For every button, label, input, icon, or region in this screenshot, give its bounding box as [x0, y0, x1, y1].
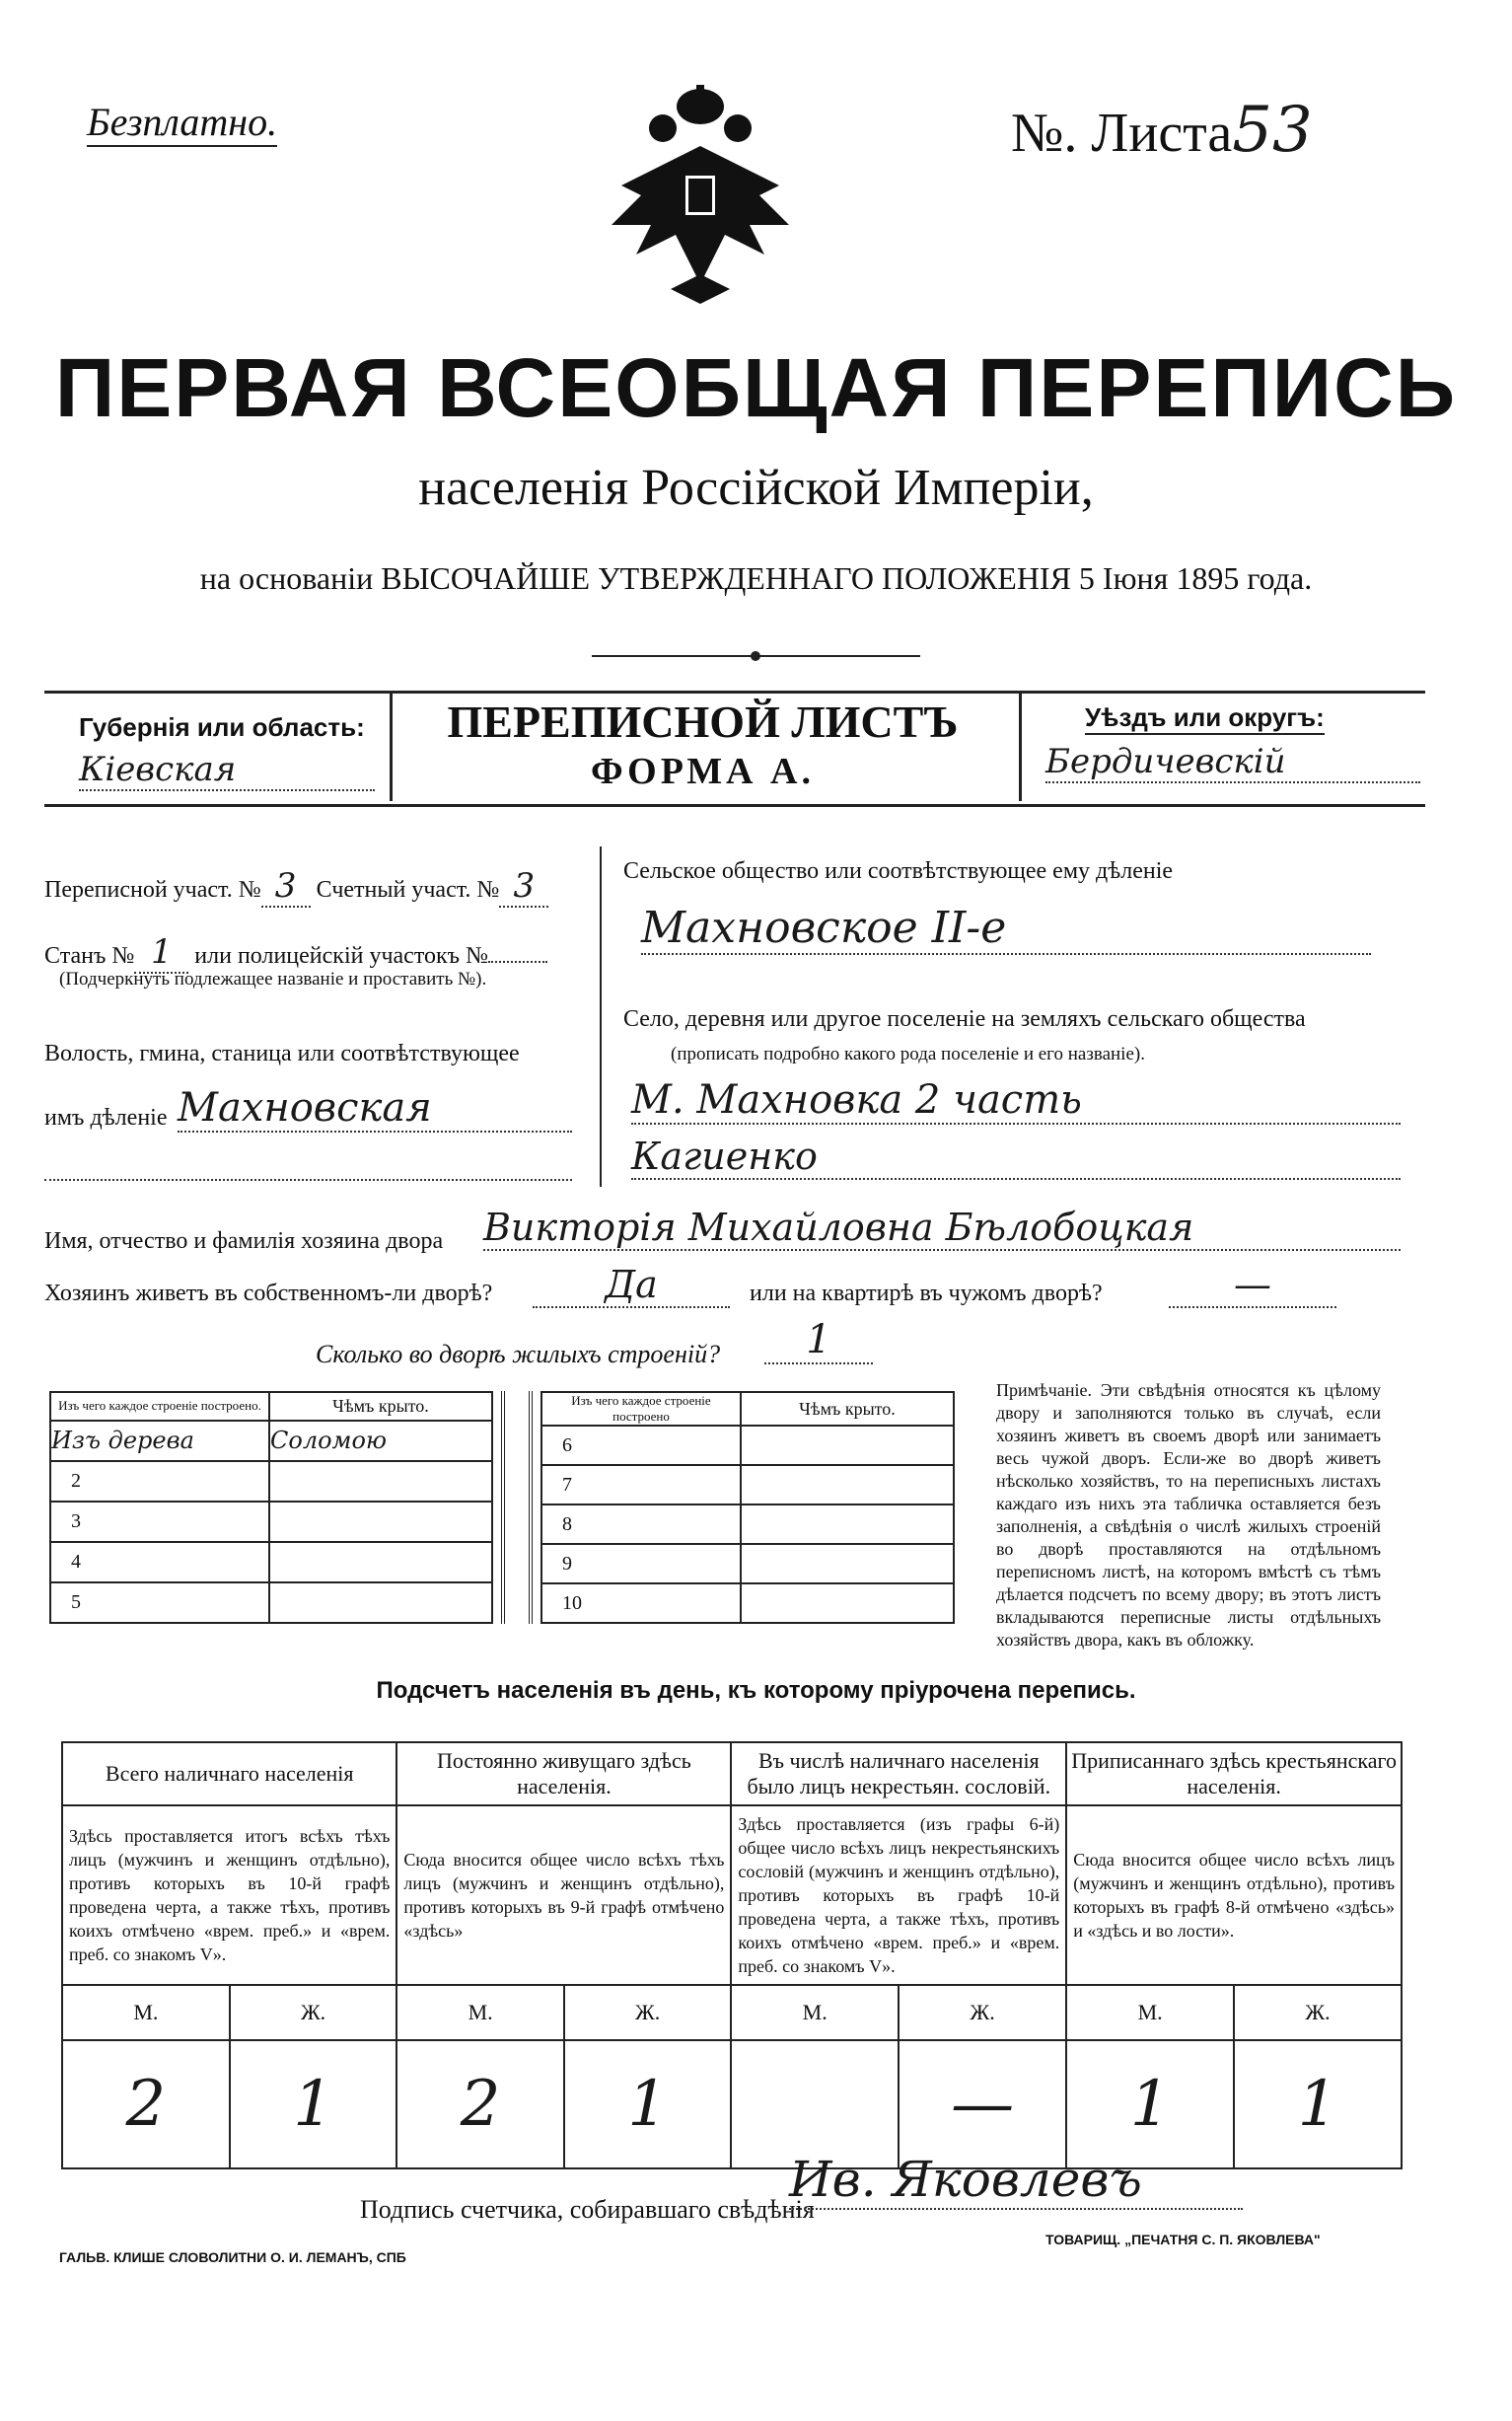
page-subtitle: населенія Россійской Имперіи,: [418, 460, 1094, 516]
table-row-number: 7: [541, 1465, 741, 1504]
table-cell: Изъ дерева: [50, 1421, 269, 1461]
society-value: Махновское II-е: [641, 903, 1371, 955]
province-label: Губернія или область:: [79, 712, 365, 742]
ornament-divider: [592, 649, 920, 661]
population-col-desc: Сюда вносится общее число всѣхъ тѣхъ лицъ (мужчинъ и женщинъ отдѣльно), противъ которыхъ въ 9-й графѣ отмѣчено «здѣсь»: [396, 1805, 731, 1985]
buildings-count-label: Сколько во дворѣ жилыхъ строеній?: [316, 1340, 721, 1368]
volost-label-2: имъ дѣленіе: [44, 1105, 168, 1131]
population-col-desc: Сюда вносится общее число всѣхъ лицъ (мужчинъ и женщинъ отдѣльно), противъ которыхъ въ графѣ 8-й отмѣчено «здѣсь» и «здѣсь и во лости».: [1066, 1805, 1402, 1985]
female-label: Ж.: [1234, 1985, 1402, 2040]
table-row-number: 3: [50, 1502, 269, 1542]
sheet-number-value: 53: [1232, 94, 1313, 167]
male-label: М.: [1066, 1985, 1234, 2040]
male-label: М.: [396, 1985, 564, 2040]
volost-extra-line: [44, 1179, 572, 1181]
col-header-material-right: Изъ чего каждое строеніе построено: [541, 1392, 741, 1426]
province-value: Кіевская: [79, 750, 375, 791]
basis-line: на основаніи ВЫСОЧАЙШЕ УТВЕРЖДЕННАГО ПОЛОЖЕНІЯ 5 Іюня 1895 года.: [199, 560, 1313, 596]
village-value-2: Кагиенко: [631, 1135, 1401, 1180]
column-divider: [600, 846, 602, 1187]
col-header-material: Изъ чего каждое строеніе построено.: [50, 1392, 269, 1421]
population-value: 1: [1234, 2040, 1402, 2168]
village-label: Село, деревня или другое поселеніе на земляхъ сельскаго общества: [623, 1006, 1306, 1032]
census-area-value: 3: [261, 866, 311, 908]
population-value: —: [899, 2040, 1066, 2168]
table-row-number: 9: [541, 1544, 741, 1583]
village-value-1: М. Махновка 2 часть: [631, 1077, 1401, 1125]
printer-right: ТОВАРИЩ. „ПЕЧАТНЯ С. П. ЯКОВЛЕВА": [1045, 2232, 1321, 2247]
population-col-header: Приписаннаго здѣсь крестьянскаго населенія.: [1066, 1742, 1402, 1805]
male-label: М.: [62, 1985, 230, 2040]
printer-left: ГАЛЬВ. КЛИШЕ СЛОВОЛИТНИ О. И. ЛЕМАНЪ, СПБ: [59, 2249, 406, 2265]
owner-name-label: Имя, отчество и фамилія хозяина двора: [44, 1228, 444, 1254]
volost-label: Волость, гмина, станица или соотвѣтствующее: [44, 1041, 520, 1066]
police-note: (Подчеркнуть подлежащее названіе и проставить №).: [59, 969, 487, 990]
col-header-roof-right: Чѣмъ крыто.: [741, 1392, 954, 1426]
buildings-count-value: 1: [764, 1317, 873, 1364]
owner-lives-value: Да: [533, 1263, 730, 1308]
sheet-number-label: №. Листа53: [1011, 94, 1313, 167]
table-cell: Соломою: [269, 1421, 492, 1461]
signature-value: Ив. Яковлевъ: [789, 2151, 1243, 2210]
signature-label: Подпись счетчика, собиравшаго свѣдѣнія: [360, 2195, 815, 2224]
village-note: (прописать подробно какого рода поселеніе и его названіе).: [671, 1044, 1145, 1064]
population-col-header: Въ числѣ наличнаго населенія было лицъ некрестьян. сословій.: [731, 1742, 1066, 1805]
population-value: 2: [396, 2040, 564, 2168]
buildings-table: [49, 1391, 967, 1623]
table-cell: [269, 1502, 492, 1542]
population-col-header: Всего наличнаго населенія: [62, 1742, 396, 1805]
population-value: 1: [564, 2040, 732, 2168]
col-header-roof: Чѣмъ крыто.: [269, 1392, 492, 1421]
buildings-table-right: [540, 1391, 955, 1624]
society-label: Сельское общество или соотвѣтствующее ему дѣленіе: [623, 858, 1174, 884]
population-col-header: Постоянно живущаго здѣсь населенія.: [396, 1742, 731, 1805]
population-col-desc: Здѣсь проставляется итогъ всѣхъ тѣхъ лицъ (мужчинъ и женщинъ отдѣльно), противъ которыхъ въ 10-й графѣ проведена черта, а также тѣхъ, противъ коихъ отмѣчено «врем. преб.» и «врем. преб. со знакомъ V».: [62, 1805, 396, 1985]
owner-name-value: Викторія Михайловна Бѣлобоцкая: [483, 1206, 1401, 1251]
table-row-number: 4: [50, 1542, 269, 1582]
form-title: ПЕРЕПИСНОЙ ЛИСТЪ: [447, 697, 959, 747]
page-title: ПЕРВАЯ ВСЕОБЩАЯ ПЕРЕПИСЬ: [54, 341, 1458, 434]
owner-rent-value: —: [1169, 1263, 1336, 1308]
male-label: М.: [731, 1985, 899, 2040]
coat-of-arms-emblem: [582, 77, 819, 314]
district-value: Бердичевскій: [1045, 742, 1420, 783]
buildings-table-left: [49, 1391, 493, 1624]
owner-lives-label: Хозяинъ живетъ въ собственномъ-ли дворѣ?: [44, 1281, 493, 1306]
table-cell: [741, 1504, 954, 1544]
volost-value: Махновская: [178, 1085, 572, 1133]
note-text: Примѣчаніе. Эти свѣдѣнія относятся къ цѣлому двору и заполняются только въ случаѣ, если хозяинъ живетъ въ своемъ дворѣ или занимаетъ весь чужой дворъ. Если-же во дворѣ живетъ нѣсколько хозяйствъ, то на переписныхъ листахъ каждаго изъ нихъ эта табличка оставляется безъ заполненія, а свѣдѣнія о числѣ жилыхъ строеній во дворѣ проставляются на отдѣльномъ переписномъ листѣ, на которомъ вмѣстѣ съ тѣмъ дѣлается подсчетъ по всему двору; въ этотъ листъ вкладываются переписные листы отдѣльныхъ хозяйствъ двора, какъ въ обложку.: [996, 1380, 1381, 1650]
table-row-number: 8: [541, 1504, 741, 1544]
count-area-value: 3: [499, 866, 548, 908]
stan-value: 1: [134, 932, 188, 974]
owner-rent-label: или на квартирѣ въ чужомъ дворѣ?: [750, 1281, 1103, 1306]
table-cell: [741, 1583, 954, 1623]
population-title: Подсчетъ населенія въ день, къ которому пріурочена перепись.: [376, 1677, 1136, 1704]
population-table: [61, 1741, 1403, 2169]
table-cell: [741, 1465, 954, 1504]
table-row-number: 5: [50, 1582, 269, 1623]
form-subtitle: ФОРМА А.: [591, 751, 815, 792]
female-label: Ж.: [899, 1985, 1066, 2040]
female-label: Ж.: [230, 1985, 397, 2040]
population-value: 1: [1066, 2040, 1234, 2168]
table-cell: [741, 1426, 954, 1465]
table-double-divider: [501, 1391, 533, 1624]
table-row-number: 2: [50, 1461, 269, 1502]
population-value: 1: [230, 2040, 397, 2168]
stan-field: Станъ № 1 или полицейскій участокъ №: [44, 932, 547, 974]
table-cell: [269, 1582, 492, 1623]
population-value: [731, 2040, 899, 2168]
table-cell: [269, 1461, 492, 1502]
table-row-number: 6: [541, 1426, 741, 1465]
census-area-field: Переписной участ. № 3 Счетный участ. № 3: [44, 866, 548, 908]
district-label: Уѣздъ или округъ:: [1085, 702, 1325, 735]
table-cell: [741, 1544, 954, 1583]
table-cell: [269, 1542, 492, 1582]
female-label: Ж.: [564, 1985, 732, 2040]
table-row-number: 10: [541, 1583, 741, 1623]
free-label: Безплатно.: [87, 99, 277, 147]
population-col-desc: Здѣсь проставляется (изъ графы 6-й) общее число всѣхъ лицъ некрестьянскихъ сословій (мужчинъ и женщинъ отдѣльно), противъ которыхъ въ графѣ 10-й проведена черта, а также тѣхъ, противъ коихъ отмѣчено «врем. преб.» и «врем. преб. со знакомъ V».: [731, 1805, 1066, 1985]
population-value: 2: [62, 2040, 230, 2168]
